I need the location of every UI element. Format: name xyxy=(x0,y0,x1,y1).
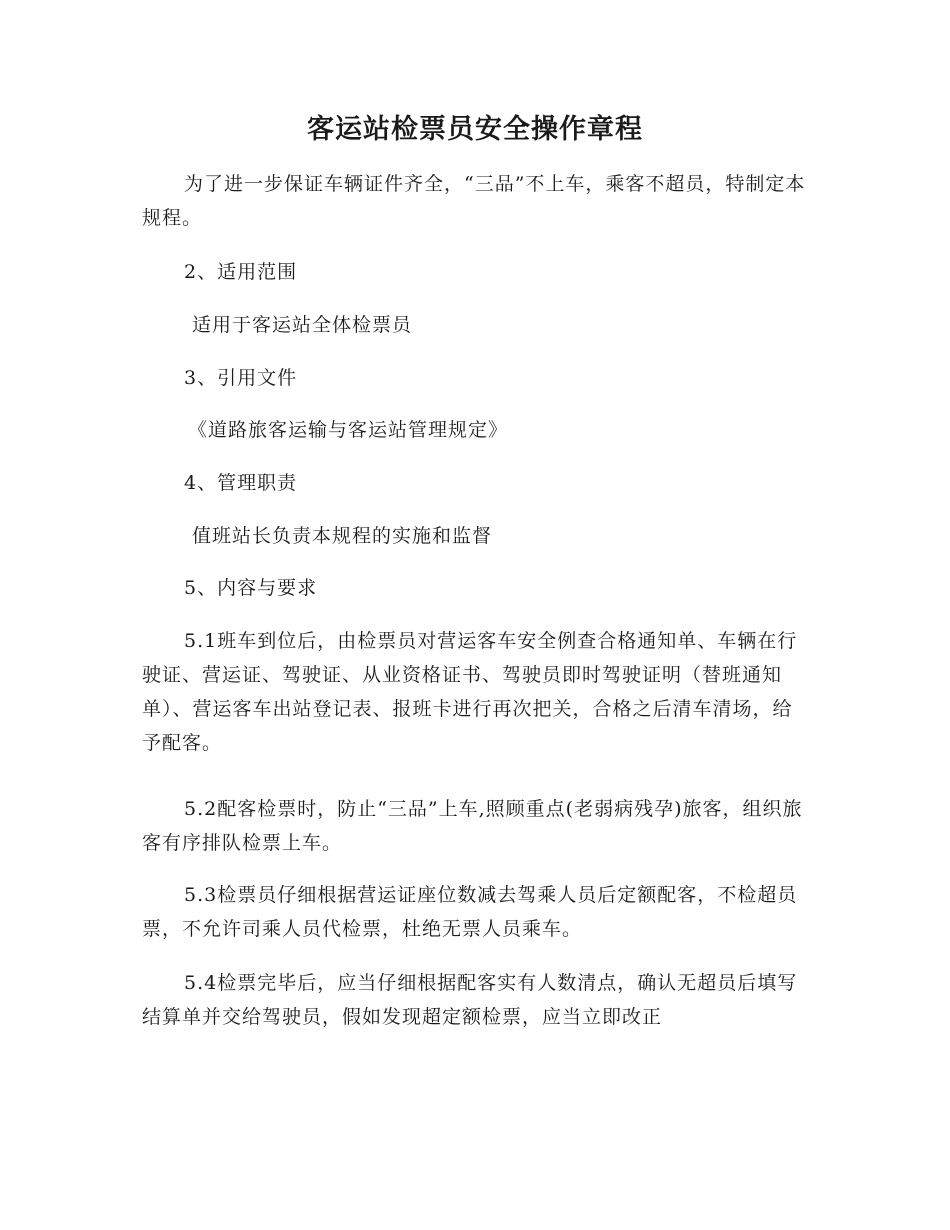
clause-5-3: 5.3检票员仔细根据营运证座位数减去驾乘人员后定额配客，不检超员票，不允许司乘人员代检票，杜绝无票人员乘车。 xyxy=(142,884,798,940)
intro-paragraph: 为了进一步保证车辆证件齐全，“三品”不上车，乘客不超员，特制定本规程。 xyxy=(142,173,806,229)
document-title: 客运站检票员安全操作章程 xyxy=(307,114,643,145)
scope-text: 适用于客运站全体检票员 xyxy=(192,314,413,336)
clause-5-1: 5.1班车到位后，由检票员对营运客车安全例查合格通知单、车辆在行驶证、营运证、驾驶证、从业资格证书、驾驶员即时驾驶证明（替班通知单）、营运客车出站登记表、报班卡进行再次把关，合格之后清车清场，给予配客。 xyxy=(142,630,798,754)
section-heading-scope: 2、适用范围 xyxy=(184,261,298,283)
responsibility-text: 值班站长负责本规程的实施和监督 xyxy=(192,525,493,547)
section-heading-content: 5、内容与要求 xyxy=(184,577,318,599)
clause-5-4: 5.4检票完毕后，应当仔细根据配客实有人数清点，确认无超员后填写结算单并交给驾驶员，假如发现超定额检票，应当立即改正 xyxy=(142,972,798,1028)
references-text: 《道路旅客运输与客运站管理规定》 xyxy=(188,419,509,441)
clause-5-2: 5.2配客检票时，防止“三品”上车,照顾重点(老弱病残孕)旅客，组织旅客有序排队检票上车。 xyxy=(142,798,803,854)
section-heading-references: 3、引用文件 xyxy=(184,367,298,389)
section-heading-responsibility: 4、管理职责 xyxy=(184,472,298,494)
